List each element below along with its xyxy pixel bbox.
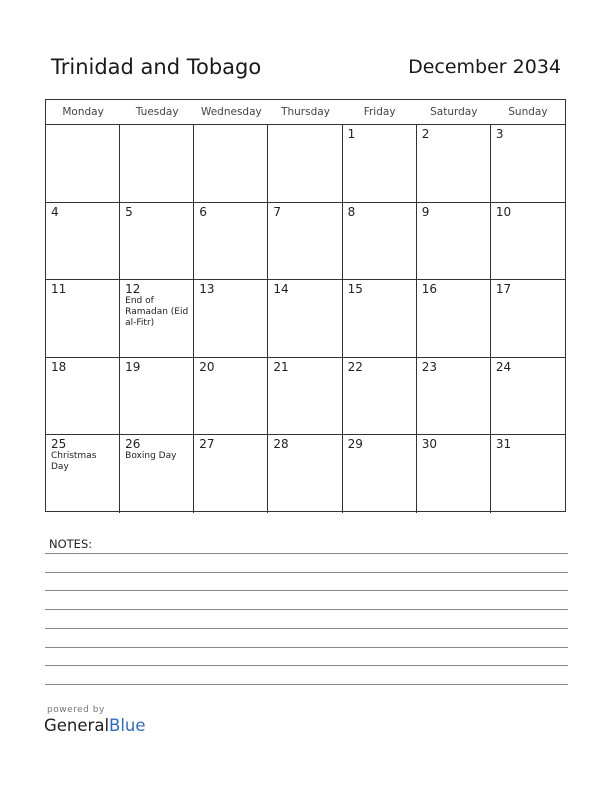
day-cell	[46, 203, 120, 281]
day-number: 27	[199, 437, 215, 452]
brand-general: General	[44, 716, 110, 735]
day-cell	[120, 125, 194, 203]
day-cell	[268, 358, 342, 436]
day-number: 3	[495, 127, 504, 141]
day-cell	[417, 125, 491, 203]
day-cell	[120, 203, 194, 281]
day-cell	[194, 125, 268, 203]
day-cell	[491, 435, 565, 513]
day-number: 2	[421, 127, 430, 141]
brand-blue: Blue	[109, 716, 146, 735]
day-number: 22	[347, 359, 363, 374]
day-cell	[491, 280, 565, 358]
weekday-label: Friday	[363, 106, 396, 118]
calendar-month-title: December 2034	[408, 56, 561, 78]
day-number: 29	[347, 437, 363, 452]
day-number: 5	[125, 204, 133, 219]
day-cell	[194, 435, 268, 513]
day-cell	[417, 203, 491, 281]
day-cell	[46, 280, 120, 358]
day-number: 13	[199, 282, 215, 297]
notes-line	[45, 572, 568, 573]
notes-line	[45, 609, 568, 610]
day-cell	[46, 125, 120, 203]
notes-line	[45, 628, 568, 629]
day-cell	[417, 280, 491, 358]
day-number: 30	[421, 437, 437, 452]
day-number: 14	[273, 282, 289, 297]
day-number: 6	[199, 204, 207, 219]
day-cell	[268, 203, 342, 281]
day-number: 26	[125, 437, 141, 452]
day-number: 20	[199, 359, 215, 374]
day-cell	[343, 125, 417, 203]
day-number: 18	[51, 359, 67, 374]
weekday-header-row	[46, 100, 565, 125]
weekday-label: Thursday	[281, 106, 330, 118]
weekday-label: Tuesday	[135, 106, 179, 118]
day-cell	[417, 358, 491, 436]
notes-line	[45, 553, 568, 554]
day-number: 11	[51, 282, 67, 297]
day-number: 9	[421, 204, 430, 219]
day-cell	[343, 280, 417, 358]
notes-line	[45, 684, 568, 685]
day-cell	[491, 358, 565, 436]
day-cell	[194, 280, 268, 358]
day-number: 19	[125, 359, 141, 374]
day-number: 8	[347, 204, 356, 219]
day-number: 4	[51, 204, 59, 219]
notes-label: NOTES:	[49, 537, 93, 551]
day-cell	[491, 125, 565, 203]
day-cell	[46, 358, 120, 436]
generalblue-logo	[44, 716, 146, 735]
day-cell	[343, 435, 417, 513]
weekday-label: Sunday	[508, 106, 548, 118]
notes-line	[45, 647, 568, 648]
day-cell	[268, 125, 342, 203]
day-number: 24	[495, 359, 512, 374]
day-cell	[268, 435, 342, 513]
notes-line	[45, 590, 568, 591]
day-cell	[120, 435, 194, 513]
day-number: 25	[51, 437, 67, 452]
day-cell	[46, 435, 120, 513]
day-cell	[120, 280, 194, 358]
day-number: 16	[421, 282, 437, 297]
calendar-country-title: Trinidad and Tobago	[51, 55, 262, 79]
day-number: 15	[347, 282, 363, 297]
day-cell	[417, 435, 491, 513]
weekday-label: Saturday	[430, 106, 478, 118]
notes-line	[45, 665, 568, 666]
holiday-label: End of Ramadan (Eid al-Fitr)	[125, 296, 189, 329]
day-number: 7	[273, 204, 282, 219]
day-cell	[343, 203, 417, 281]
powered-by-text: powered by	[47, 705, 105, 715]
day-number: 21	[273, 359, 289, 374]
day-number: 1	[347, 127, 356, 141]
weekday-label: Monday	[62, 106, 104, 118]
day-number: 23	[421, 359, 437, 374]
day-number: 12	[125, 282, 141, 297]
day-cell	[268, 280, 342, 358]
day-number: 17	[495, 282, 512, 297]
weekday-label: Wednesday	[200, 106, 262, 118]
calendar-grid	[45, 99, 566, 512]
day-cell	[120, 358, 194, 436]
day-cell	[343, 358, 417, 436]
day-cell	[491, 203, 565, 281]
holiday-label: Boxing Day	[125, 451, 177, 462]
day-number: 10	[495, 204, 512, 219]
calendar-body	[46, 125, 565, 513]
holiday-label: Christmas Day	[51, 451, 97, 473]
day-number: 31	[495, 437, 512, 452]
day-cell	[194, 203, 268, 281]
day-number: 28	[273, 437, 289, 452]
day-cell	[194, 358, 268, 436]
